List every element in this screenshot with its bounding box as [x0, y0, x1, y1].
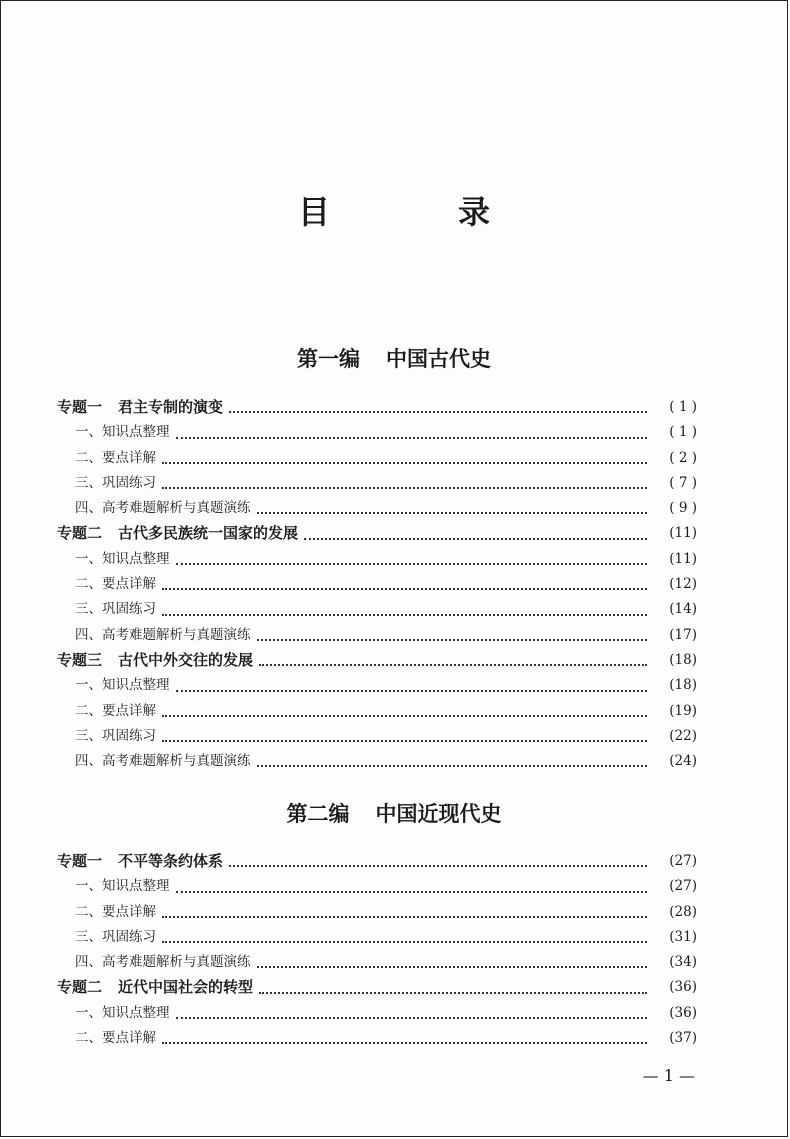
toc-item[interactable]: 一、知识点整理 ( 1 )	[57, 420, 697, 445]
section-part: 第二编	[286, 802, 350, 826]
dot-leader	[162, 715, 647, 717]
section-part: 第一编	[297, 347, 360, 371]
page-title: 目 录	[297, 193, 538, 231]
page-number: (12)	[669, 576, 697, 593]
dot-leader	[162, 916, 647, 918]
toc-item[interactable]: 一、知识点整理 (18)	[57, 673, 697, 698]
page-number: ( 1 )	[669, 424, 697, 441]
dot-leader	[259, 992, 647, 994]
page-number: ( 2 )	[669, 449, 697, 466]
dot-leader	[176, 891, 648, 893]
dot-leader	[162, 588, 647, 590]
toc-item[interactable]: 四、高考难题解析与真题演练 (34)	[57, 950, 697, 975]
section-name: 中国古代史	[386, 347, 491, 371]
dot-leader	[162, 1042, 647, 1044]
section-title-1	[1, 343, 787, 373]
dot-leader	[257, 966, 648, 968]
page-number: (17)	[669, 626, 697, 643]
toc-topic[interactable]: 专题一 不平等条约体系 (27)	[57, 849, 697, 874]
page-number: (28)	[669, 903, 697, 920]
toc-item[interactable]: 三、巩固练习 (14)	[57, 597, 697, 622]
toc-item[interactable]: 二、要点详解 (28)	[57, 900, 697, 925]
page-number: ( 7 )	[669, 474, 697, 491]
toc-item[interactable]: 一、知识点整理 (27)	[57, 874, 697, 899]
page-number: (18)	[669, 677, 697, 694]
toc-item[interactable]: 二、要点详解 (12)	[57, 572, 697, 597]
dot-leader	[176, 690, 648, 692]
toc-item[interactable]: 四、高考难题解析与真题演练 (24)	[57, 749, 697, 774]
page-number: (11)	[669, 525, 697, 542]
page-number: (27)	[669, 878, 697, 895]
toc-item[interactable]: 三、巩固练习 (22)	[57, 724, 697, 749]
page-number: (19)	[669, 702, 697, 719]
dot-leader	[162, 614, 647, 616]
dot-leader	[229, 865, 647, 867]
toc-item[interactable]: 三、巩固练习 (31)	[57, 925, 697, 950]
page-number: (36)	[669, 979, 697, 996]
page-number: (22)	[669, 727, 697, 744]
section-name: 中国近现代史	[375, 802, 502, 826]
section-title-2	[1, 798, 787, 828]
page-number: (34)	[669, 954, 697, 971]
dot-leader	[304, 538, 647, 540]
page-number: ( 1 )	[669, 399, 697, 415]
section-2-entries	[57, 849, 697, 1051]
dot-leader	[162, 740, 647, 742]
toc-topic[interactable]: 专题二 近代中国社会的转型 (36)	[57, 975, 697, 1000]
dot-leader	[176, 563, 648, 565]
dot-leader	[257, 639, 648, 641]
dot-leader	[162, 941, 647, 943]
toc-item[interactable]: 一、知识点整理 (11)	[57, 547, 697, 572]
page-number: (27)	[669, 853, 697, 869]
toc-topic[interactable]: 专题一 君主专制的演变 ( 1 )	[57, 395, 697, 420]
toc-item[interactable]: 四、高考难题解析与真题演练 ( 9 )	[57, 496, 697, 521]
toc-item[interactable]: 二、要点详解 (37)	[57, 1026, 697, 1051]
page-number: (24)	[669, 753, 697, 770]
toc-item[interactable]: 三、巩固练习 ( 7 )	[57, 471, 697, 496]
dot-leader	[162, 462, 647, 464]
dot-leader	[176, 437, 648, 439]
page-number: (11)	[669, 550, 697, 567]
page-number: (37)	[669, 1030, 697, 1047]
dot-leader	[257, 765, 648, 767]
toc-item[interactable]: 二、要点详解 (19)	[57, 699, 697, 724]
page-number: ( 9 )	[669, 500, 697, 517]
toc-item[interactable]: 二、要点详解 ( 2 )	[57, 446, 697, 471]
toc-item[interactable]: 四、高考难题解析与真题演练 (17)	[57, 623, 697, 648]
page-number: (36)	[669, 1004, 697, 1021]
dot-leader	[176, 1017, 648, 1019]
toc-topic[interactable]: 专题二 古代多民族统一国家的发展 (11)	[57, 521, 697, 546]
page-number: (18)	[669, 651, 697, 668]
dot-leader	[257, 512, 648, 514]
dot-leader	[229, 411, 647, 413]
dot-leader	[162, 487, 647, 489]
toc-topic[interactable]: 专题三 古代中外交往的发展 (18)	[57, 648, 697, 673]
toc-item[interactable]: 一、知识点整理 (36)	[57, 1001, 697, 1026]
page-number: (31)	[669, 928, 697, 945]
page-footer-number: — 1 —	[642, 1066, 695, 1085]
section-1-entries	[57, 395, 697, 774]
dot-leader	[259, 664, 647, 666]
page-number: (14)	[669, 601, 697, 618]
